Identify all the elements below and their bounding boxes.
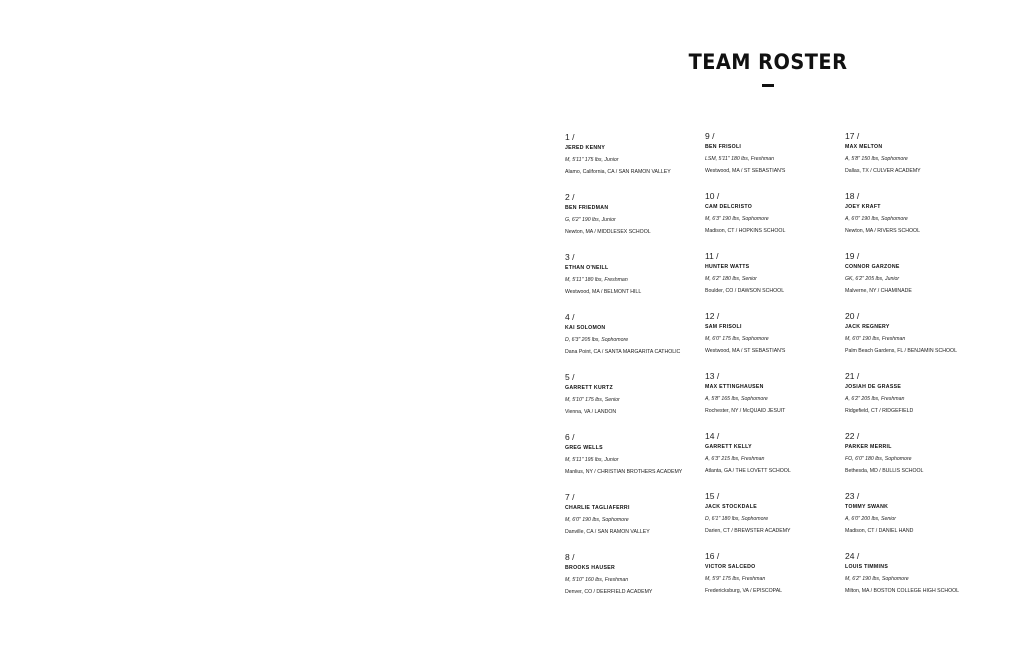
player-name: CAM DELCRISTO — [705, 204, 753, 210]
player-name: VICTOR SALCEDO — [705, 564, 756, 570]
player-entry — [705, 251, 865, 295]
player-name: CONNOR GARZONE — [845, 264, 900, 270]
player-hometown-school: Boulder, CO / DAWSON SCHOOL — [705, 288, 785, 294]
player-number: 22 / — [845, 431, 860, 441]
player-hometown-school: Alamo, California, CA / SAN RAMON VALLEY — [565, 169, 671, 175]
player-hometown-school: Vienna, VA / LANDON — [565, 409, 617, 415]
player-number: 2 / — [565, 192, 575, 202]
player-number: 7 / — [565, 492, 575, 502]
player-stats: M, 5'9" 175 lbs, Freshman — [705, 576, 766, 582]
player-stats: M, 5'11" 175 lbs, Junior — [565, 157, 619, 163]
player-stats: FO, 6'0" 180 lbs, Sophomore — [845, 456, 912, 462]
player-number: 17 / — [845, 131, 860, 141]
player-entry — [565, 192, 725, 236]
player-stats: M, 6'0" 190 lbs, Freshman — [845, 336, 906, 342]
player-number: 18 / — [845, 191, 860, 201]
player-name: LOUIS TIMMINS — [845, 564, 889, 570]
player-hometown-school: Atlanta, GA / THE LOVETT SCHOOL — [705, 468, 791, 474]
player-number: 16 / — [705, 551, 720, 561]
player-hometown-school: Manlius, NY / CHRISTIAN BROTHERS ACADEMY — [565, 469, 683, 475]
player-hometown-school: Palm Beach Gardens, FL / BENJAMIN SCHOOL — [845, 348, 957, 354]
player-name: SAM FRISOLI — [705, 324, 742, 330]
player-entry — [705, 431, 865, 475]
player-name: KAI SOLOMON — [565, 325, 606, 331]
player-entry — [845, 311, 1005, 355]
player-entry — [705, 191, 865, 235]
player-entry — [705, 491, 865, 535]
player-hometown-school: Rochester, NY / McQUAID JESUIT — [705, 408, 786, 414]
player-stats: G, 6'2" 190 lbs, Junior — [565, 217, 616, 223]
player-hometown-school: Danville, CA / SAN RAMON VALLEY — [565, 529, 650, 535]
player-number: 6 / — [565, 432, 575, 442]
player-number: 23 / — [845, 491, 860, 501]
player-hometown-school: Westwood, MA / ST SEBASTIAN'S — [705, 168, 786, 174]
player-name: GARRETT KELLY — [705, 444, 752, 450]
player-name: JACK REGNERY — [845, 324, 890, 330]
player-hometown-school: Madison, CT / DANIEL HAND — [845, 528, 914, 534]
player-entry — [705, 131, 865, 175]
player-name: ETHAN O'NEILL — [565, 265, 609, 271]
player-entry — [565, 492, 725, 536]
player-entry — [845, 491, 1005, 535]
roster-grid — [565, 132, 995, 612]
player-entry — [705, 551, 865, 595]
player-name: JACK STOCKDALE — [705, 504, 757, 510]
player-name: BEN FRISOLI — [705, 144, 742, 150]
player-entry — [565, 132, 725, 176]
player-name: JOEY KRAFT — [845, 204, 881, 210]
player-name: JOSIAH DE GRASSE — [845, 384, 902, 390]
player-stats: GK, 6'2" 205 lbs, Junior — [845, 276, 900, 282]
player-hometown-school: Denver, CO / DEERFIELD ACADEMY — [565, 589, 653, 595]
player-hometown-school: Malverne, NY / CHAMINADE — [845, 288, 912, 294]
player-entry — [565, 432, 725, 476]
player-stats: M, 6'2" 190 lbs, Sophomore — [845, 576, 909, 582]
player-entry — [845, 551, 1005, 595]
player-number: 5 / — [565, 372, 575, 382]
player-hometown-school: Westwood, MA / BELMONT HILL — [565, 289, 642, 295]
page-title: TEAM ROSTER — [688, 50, 848, 74]
player-name: BEN FRIEDMAN — [565, 205, 609, 211]
player-number: 20 / — [845, 311, 860, 321]
player-name: PARKER MERRIL — [845, 444, 892, 450]
player-number: 3 / — [565, 252, 575, 262]
player-entry — [705, 311, 865, 355]
player-hometown-school: Milton, MA / BOSTON COLLEGE HIGH SCHOOL — [845, 588, 960, 594]
player-name: JERED KENNY — [565, 145, 606, 151]
player-stats: M, 5'10" 175 lbs, Senior — [565, 397, 620, 403]
player-name: BROOKS HAUSER — [565, 565, 616, 571]
player-stats: A, 6'0" 200 lbs, Senior — [845, 516, 896, 522]
player-entry — [845, 371, 1005, 415]
player-number: 1 / — [565, 132, 575, 142]
player-entry — [565, 252, 725, 296]
player-stats: M, 6'3" 190 lbs, Sophomore — [705, 216, 769, 222]
title-divider — [762, 84, 774, 87]
player-entry — [845, 131, 1005, 175]
player-stats: M, 6'0" 190 lbs, Sophomore — [565, 517, 629, 523]
player-number: 19 / — [845, 251, 860, 261]
player-hometown-school: Dana Point, CA / SANTA MARGARITA CATHOLIC — [565, 349, 681, 355]
player-stats: A, 6'2" 205 lbs, Freshman — [845, 396, 905, 402]
player-hometown-school: Darien, CT / BREWSTER ACADEMY — [705, 528, 791, 534]
player-name: MAX MELTON — [845, 144, 883, 150]
player-number: 15 / — [705, 491, 720, 501]
player-number: 13 / — [705, 371, 720, 381]
player-number: 9 / — [705, 131, 715, 141]
player-entry — [565, 552, 725, 596]
player-number: 21 / — [845, 371, 860, 381]
player-entry — [845, 191, 1005, 235]
player-hometown-school: Newton, MA / RIVERS SCHOOL — [845, 228, 920, 234]
player-entry — [565, 312, 725, 356]
player-name: HUNTER WATTS — [705, 264, 750, 270]
player-name: GREG WELLS — [565, 445, 603, 451]
player-number: 11 / — [705, 251, 719, 261]
player-stats: A, 6'3" 215 lbs, Freshman — [705, 456, 765, 462]
player-hometown-school: Ridgefield, CT / RIDGEFIELD — [845, 408, 914, 414]
player-entry — [845, 251, 1005, 295]
player-number: 10 / — [705, 191, 720, 201]
player-number: 4 / — [565, 312, 575, 322]
player-stats: A, 5'8" 150 lbs, Sophomore — [845, 156, 908, 162]
player-stats: D, 6'3" 205 lbs, Sophomore — [565, 337, 629, 343]
player-hometown-school: Bethesda, MD / BULLIS SCHOOL — [845, 468, 924, 474]
player-name: TOMMY SWANK — [845, 504, 889, 510]
player-name: MAX ETTINGHAUSEN — [705, 384, 764, 390]
player-stats: LSM, 5'11" 180 lbs, Freshman — [705, 156, 775, 162]
player-hometown-school: Madison, CT / HOPKINS SCHOOL — [705, 228, 786, 234]
player-hometown-school: Fredericksburg, VA / EPISCOPAL — [705, 588, 783, 594]
player-entry — [845, 431, 1005, 475]
player-number: 8 / — [565, 552, 575, 562]
player-entry — [565, 372, 725, 416]
player-stats: M, 5'10" 160 lbs, Freshman — [565, 577, 629, 583]
player-number: 12 / — [705, 311, 720, 321]
player-hometown-school: Westwood, MA / ST SEBASTIAN'S — [705, 348, 786, 354]
player-hometown-school: Newton, MA / MIDDLESEX SCHOOL — [565, 229, 651, 235]
player-number: 14 / — [705, 431, 720, 441]
player-stats: A, 5'8" 165 lbs, Sophomore — [705, 396, 768, 402]
player-stats: M, 5'11" 180 lbs, Freshman — [565, 277, 628, 283]
player-stats: M, 6'0" 175 lbs, Sophomore — [705, 336, 769, 342]
player-stats: A, 6'0" 190 lbs, Sophomore — [845, 216, 908, 222]
player-number: 24 / — [845, 551, 860, 561]
player-name: CHARLIE TAGLIAFERRI — [565, 505, 630, 511]
player-stats: M, 6'2" 180 lbs, Senior — [705, 276, 757, 282]
player-hometown-school: Dallas, TX / CULVER ACADEMY — [845, 168, 921, 174]
player-stats: M, 5'11" 195 lbs, Junior — [565, 457, 619, 463]
player-stats: D, 6'1" 180 lbs, Sophomore — [705, 516, 769, 522]
player-entry — [705, 371, 865, 415]
player-name: GARRETT KURTZ — [565, 385, 613, 391]
